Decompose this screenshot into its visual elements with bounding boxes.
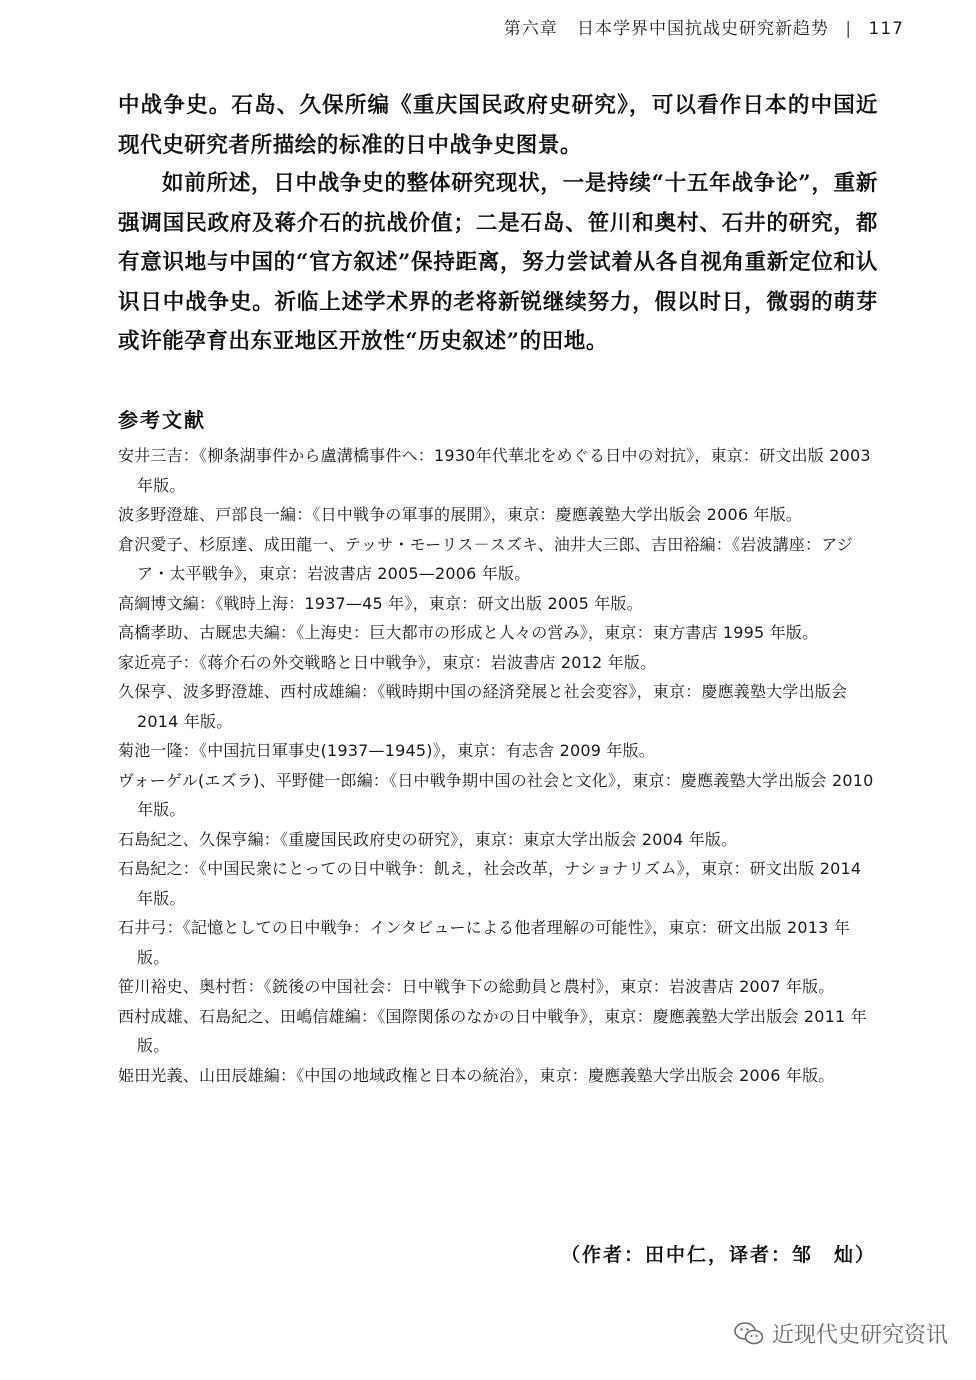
reference-item: 高綱博文編：《戦時上海：1937—45 年》，東京：研文出版 2005 年版。 (118, 593, 643, 613)
body-paragraph-1: 中战争史。石岛、久保所编《重庆国民政府史研究》，可以看作日本的中国近现代史研究者所描绘的标准的日中战争史图景。 (118, 93, 878, 158)
running-header (504, 14, 904, 39)
page-number: 117 (868, 19, 904, 39)
wechat-watermark (734, 1318, 948, 1349)
reference-item: 高橋孝助、古厩忠夫編：《上海史：巨大都市の形成と人々の営み》，東京：東方書店 1995 年版。 (118, 623, 819, 642)
author-translator-byline: （作者：田中仁，译者：邹 灿） (560, 1244, 876, 1266)
reference-item: 倉沢愛子、杉原達、成田龍一、テッサ・モーリス－スズキ、油井大三郎、吉田裕編：《岩波講座：アジア・太平戦争》，東京：岩波書店 2005—2006 年版。 (118, 534, 853, 583)
reference-item: 久保亨、波多野澄雄、西村成雄編：《戦時期中国の経済発展と社会変容》，東京：慶應義塾大学出版会 2014 年版。 (118, 682, 848, 731)
references-heading: 参考文献 (118, 408, 206, 432)
watermark-text: 近现代史研究资讯 (771, 1323, 948, 1348)
reference-item: 安井三吉：《柳条湖事件から盧溝橋事件へ：1930年代華北をめぐる日中の対抗》，東京：研文出版 2003 年版。 (118, 446, 871, 495)
reference-item: 石島紀之、久保亨編：《重慶国民政府史の研究》，東京：東京大学出版会 2004 年版。 (118, 829, 738, 849)
reference-item: 石島紀之：《中国民衆にとっての日中戦争：飢え，社会改革，ナショナリズム》，東京：研文出版 2014 年版。 (118, 859, 862, 908)
reference-item: 家近亮子：《蒋介石の外交戦略と日中戦争》，東京：岩波書店 2012 年版。 (118, 652, 657, 672)
reference-item: ヴォーゲル(エズラ)、平野健一郎編：《日中戦争期中国の社会と文化》，東京：慶應義塾大学出版会 2010 年版。 (118, 770, 874, 819)
wechat-icon (734, 1321, 764, 1347)
reference-item: 笹川裕史、奥村哲：《銃後の中国社会：日中戦争下の総動員と農村》，東京：岩波書店 2007 年版。 (118, 977, 835, 996)
chapter-number: 第六章 (503, 19, 558, 39)
body-paragraph-2: 如前所述，日中战争史的整体研究现状，一是持续“十五年战争论”，重新强调国民政府及蒋介石的抗战价值；二是石岛、笹川和奥村、石井的研究，都有意识地与中国的“官方叙述”保持距离，努力尝试着从各自视角重新定位和认识日中战争史。祈临上述学术界的老将新锐继续努力，假以时日，微弱的萌芽或许能孕育出东亚地区开放性“历史叙述”的田地。 (118, 171, 878, 354)
reference-item: 石井弓：《記憶としての日中戦争：インタビューによる他者理解の可能性》，東京：研文出版 2013 年版。 (118, 918, 851, 967)
reference-item: 波多野澄雄、戸部良一編：《日中戦争の軍事的展開》，東京：慶應義塾大学出版会 2006 年版。 (118, 505, 803, 524)
header-separator: | (845, 19, 853, 39)
references-list (118, 441, 880, 1090)
reference-item: 菊池一隆：《中国抗日軍事史(1937—1945)》，東京：有志舎 2009 年版。 (118, 741, 656, 760)
reference-item: 西村成雄、石島紀之、田嶋信雄編：《国際関係のなかの日中戦争》，東京：慶應義塾大学出版会 2011 年版。 (118, 1006, 867, 1055)
reference-item: 姫田光義、山田辰雄編：《中国の地域政権と日本の統治》，東京：慶應義塾大学出版会 2006 年版。 (118, 1065, 835, 1085)
chapter-title: 日本学界中国抗战史研究新趋势 (577, 19, 829, 39)
